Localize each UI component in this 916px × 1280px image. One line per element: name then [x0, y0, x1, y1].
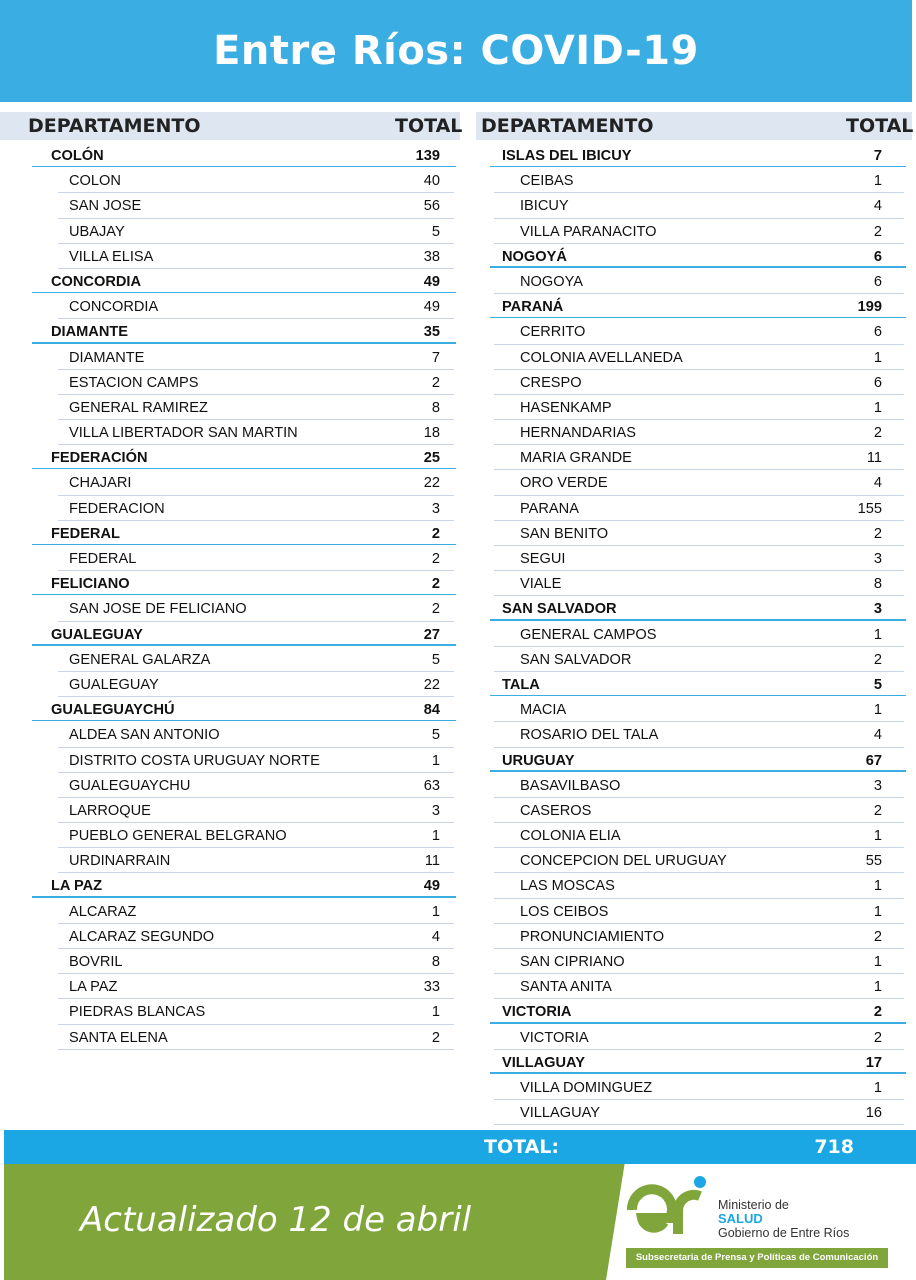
city-row: [488, 848, 912, 873]
city-name: LOS CEIBOS: [520, 903, 609, 920]
city-row: [488, 873, 912, 898]
department-underline: [32, 896, 456, 898]
city-count: 11: [866, 450, 882, 467]
city-name: PARANA: [520, 500, 579, 517]
city-count: 22: [423, 676, 440, 693]
city-count: 3: [431, 500, 440, 517]
city-count: 4: [873, 475, 882, 492]
department-row: [0, 873, 462, 898]
department-row: [488, 672, 912, 697]
city-count: 2: [431, 1029, 440, 1046]
gobierno-label: Gobierno de Entre Ríos: [718, 1226, 850, 1240]
city-count: 3: [873, 551, 882, 567]
city-count: 33: [423, 979, 440, 996]
city-row: [488, 823, 912, 848]
department-name: DIAMANTE: [51, 324, 129, 341]
department-row: [0, 445, 462, 470]
department-total: 27: [423, 626, 440, 643]
column-header-left: [0, 112, 463, 140]
department-row: [488, 748, 912, 773]
city-count: 2: [431, 374, 440, 391]
department-row: [488, 294, 912, 319]
subsecretaria-banner: Subsecretaria de Prensa y Políticas de Comunicación: [626, 1248, 888, 1268]
city-row: [488, 521, 912, 546]
city-row: [0, 420, 462, 445]
department-row: [0, 269, 462, 294]
city-row: [488, 1025, 912, 1050]
city-count: 5: [431, 223, 440, 240]
city-name: FEDERAL: [69, 551, 137, 567]
city-name: COLONIA ELIA: [520, 828, 621, 845]
department-total: 6: [873, 248, 882, 265]
department-name: NOGOYÁ: [502, 248, 567, 265]
city-row: [0, 848, 462, 873]
department-row: [488, 596, 912, 621]
city-row: [488, 395, 912, 420]
department-underline: [32, 342, 456, 344]
city-name: HERNANDARIAS: [520, 425, 636, 442]
page-title: Entre Ríos: COVID-19: [213, 28, 699, 74]
city-name: DISTRITO COSTA URUGUAY NORTE: [69, 752, 320, 769]
department-total: 2: [431, 525, 440, 542]
department-total: 67: [865, 752, 882, 769]
city-row: [488, 949, 912, 974]
departamento-heading: DEPARTAMENTO: [481, 115, 654, 137]
city-count: 1: [873, 349, 882, 366]
city-count: 1: [873, 173, 882, 190]
department-name: LA PAZ: [51, 878, 103, 895]
city-name: ESTACION CAMPS: [69, 374, 199, 391]
city-name: VILLAGUAY: [520, 1105, 601, 1122]
city-count: 2: [873, 802, 882, 819]
city-name: PUEBLO GENERAL BELGRANO: [69, 828, 287, 845]
city-count: 16: [865, 1105, 882, 1122]
department-underline: [32, 720, 456, 722]
department-total: 2: [431, 576, 440, 593]
department-underline: [490, 695, 906, 697]
department-name: GUALEGUAYCHÚ: [51, 702, 175, 719]
city-row: [488, 319, 912, 344]
city-row: [0, 470, 462, 495]
city-row: [0, 672, 462, 697]
city-row: [0, 546, 462, 571]
city-name: VIALE: [520, 576, 562, 593]
city-count: 18: [423, 425, 440, 442]
department-total: 3: [873, 601, 882, 618]
department-total: 17: [865, 1054, 882, 1071]
salud-label: SALUD: [718, 1211, 763, 1226]
department-underline: [490, 266, 906, 268]
city-row: [0, 798, 462, 823]
total-heading: TOTAL: [395, 115, 463, 137]
city-name: ALDEA SAN ANTONIO: [69, 727, 220, 744]
department-underline: [32, 166, 456, 168]
city-name: LA PAZ: [69, 979, 118, 996]
city-name: VICTORIA: [520, 1029, 589, 1046]
city-count: 8: [431, 954, 440, 970]
department-total: 84: [423, 702, 440, 719]
city-name: GENERAL RAMIREZ: [69, 399, 208, 416]
city-row: [0, 596, 462, 621]
department-row: [488, 143, 912, 168]
city-row: [488, 899, 912, 924]
city-count: 2: [431, 551, 440, 567]
city-count: 38: [423, 248, 440, 265]
city-separator: [494, 1124, 904, 1125]
city-count: 5: [431, 651, 440, 668]
city-row: [0, 1025, 462, 1050]
city-count: 49: [423, 299, 440, 316]
city-name: IBICUY: [520, 198, 569, 215]
city-name: ROSARIO DEL TALA: [520, 727, 659, 744]
department-underline: [32, 544, 456, 546]
department-name: PARANÁ: [502, 299, 564, 316]
city-row: [0, 899, 462, 924]
city-count: 1: [873, 626, 882, 643]
city-row: [0, 219, 462, 244]
department-name: CONCORDIA: [51, 273, 141, 290]
city-name: GUALEGUAY: [69, 676, 159, 693]
city-name: NOGOYA: [520, 273, 583, 290]
city-count: 1: [873, 979, 882, 996]
total-heading: TOTAL: [846, 115, 914, 137]
department-name: FEDERACIÓN: [51, 450, 148, 467]
city-name: CRESPO: [520, 374, 582, 391]
city-row: [0, 193, 462, 218]
city-name: GENERAL GALARZA: [69, 651, 211, 668]
department-row: [0, 697, 462, 722]
city-count: 2: [873, 223, 882, 240]
city-name: VILLA PARANACITO: [520, 223, 657, 240]
city-count: 3: [873, 777, 882, 794]
total-bar: [4, 1130, 916, 1164]
updated-date: Actualizado 12 de abril: [80, 1200, 472, 1240]
city-name: CHAJARI: [69, 475, 132, 492]
city-name: ALCARAZ SEGUNDO: [69, 928, 215, 945]
city-row: [488, 269, 912, 294]
city-row: [488, 1075, 912, 1100]
city-row: [488, 647, 912, 672]
city-name: COLONIA AVELLANEDA: [520, 349, 683, 366]
city-name: MACIA: [520, 702, 567, 719]
left-department-list: [0, 143, 462, 1050]
city-name: CEIBAS: [520, 173, 574, 190]
department-underline: [490, 619, 906, 621]
city-row: [0, 924, 462, 949]
city-row: [488, 798, 912, 823]
city-count: 2: [431, 601, 440, 618]
ministerio-block: [718, 1198, 849, 1240]
city-count: 1: [873, 1079, 882, 1096]
city-separator: [58, 1049, 454, 1050]
city-name: SAN SALVADOR: [520, 651, 632, 668]
department-name: SAN SALVADOR: [502, 601, 617, 618]
city-row: [488, 773, 912, 798]
department-underline: [32, 468, 456, 470]
city-row: [0, 773, 462, 798]
city-row: [488, 571, 912, 596]
department-underline: [32, 292, 456, 294]
department-name: VILLAGUAY: [502, 1054, 585, 1071]
city-row: [488, 924, 912, 949]
city-count: 1: [431, 1004, 440, 1021]
city-name: DIAMANTE: [69, 349, 145, 366]
city-name: URDINARRAIN: [69, 853, 171, 870]
city-row: [488, 622, 912, 647]
department-underline: [490, 1022, 906, 1024]
city-name: ALCARAZ: [69, 903, 137, 920]
department-total: 25: [423, 450, 440, 467]
city-name: SANTA ANITA: [520, 979, 612, 996]
city-count: 1: [873, 702, 882, 719]
city-name: LAS MOSCAS: [520, 878, 615, 895]
department-row: [0, 319, 462, 344]
department-underline: [490, 317, 906, 319]
department-name: VICTORIA: [502, 1004, 572, 1021]
city-row: [488, 974, 912, 999]
city-name: PRONUNCIAMIENTO: [520, 928, 665, 945]
city-count: 63: [423, 777, 440, 794]
city-name: BOVRIL: [69, 954, 123, 970]
city-name: MARIA GRANDE: [520, 450, 632, 467]
city-count: 2: [873, 651, 882, 668]
city-count: 1: [431, 828, 440, 845]
city-count: 8: [873, 576, 882, 593]
city-row: [0, 974, 462, 999]
city-row: [0, 168, 462, 193]
city-name: LARROQUE: [69, 802, 151, 819]
city-name: VILLA LIBERTADOR SAN MARTIN: [69, 425, 298, 442]
city-name: FEDERACION: [69, 500, 165, 517]
city-row: [0, 496, 462, 521]
city-row: [488, 697, 912, 722]
city-name: SAN CIPRIANO: [520, 954, 625, 970]
department-name: ISLAS DEL IBICUY: [502, 148, 632, 164]
city-count: 4: [873, 727, 882, 744]
city-row: [488, 370, 912, 395]
city-row: [488, 470, 912, 495]
city-count: 1: [873, 399, 882, 416]
city-name: GUALEGUAYCHU: [69, 777, 191, 794]
city-name: UBAJAY: [69, 223, 125, 240]
city-name: GENERAL CAMPOS: [520, 626, 657, 643]
city-name: VILLA DOMINGUEZ: [520, 1079, 653, 1096]
city-count: 155: [857, 500, 882, 517]
city-name: SANTA ELENA: [69, 1029, 168, 1046]
city-row: [488, 345, 912, 370]
city-name: CASEROS: [520, 802, 592, 819]
department-name: FELICIANO: [51, 576, 130, 593]
total-label: TOTAL:: [484, 1136, 560, 1158]
city-count: 22: [423, 475, 440, 492]
city-count: 2: [873, 425, 882, 442]
city-count: 4: [873, 198, 882, 215]
city-row: [488, 219, 912, 244]
header-banner: [0, 0, 912, 102]
city-count: 1: [873, 903, 882, 920]
city-count: 1: [873, 878, 882, 895]
department-underline: [490, 1072, 906, 1074]
city-row: [0, 294, 462, 319]
city-name: BASAVILBASO: [520, 777, 621, 794]
city-name: ORO VERDE: [520, 475, 608, 492]
er-logo-icon: [624, 1174, 714, 1240]
department-row: [0, 622, 462, 647]
city-count: 7: [431, 349, 440, 366]
city-name: PIEDRAS BLANCAS: [69, 1004, 206, 1021]
city-count: 6: [873, 374, 882, 391]
department-total: 49: [423, 273, 440, 290]
city-name: SEGUI: [520, 551, 566, 567]
city-count: 1: [431, 752, 440, 769]
city-row: [0, 647, 462, 672]
city-count: 4: [431, 928, 440, 945]
city-count: 5: [431, 727, 440, 744]
city-name: CERRITO: [520, 324, 586, 341]
department-underline: [490, 166, 906, 168]
city-name: COLON: [69, 173, 121, 190]
city-name: SAN JOSE: [69, 198, 142, 215]
department-name: TALA: [502, 676, 540, 693]
department-name: COLÓN: [51, 148, 104, 164]
city-row: [488, 1100, 912, 1125]
city-name: CONCEPCION DEL URUGUAY: [520, 853, 727, 870]
departamento-heading: DEPARTAMENTO: [28, 115, 201, 137]
city-row: [0, 823, 462, 848]
total-value: 718: [814, 1136, 854, 1158]
city-row: [0, 949, 462, 974]
city-count: 8: [431, 399, 440, 416]
department-name: GUALEGUAY: [51, 626, 143, 643]
department-row: [488, 244, 912, 269]
city-count: 2: [873, 928, 882, 945]
city-count: 1: [431, 903, 440, 920]
city-name: SAN BENITO: [520, 525, 609, 542]
department-total: 199: [857, 299, 882, 316]
department-total: 5: [873, 676, 882, 693]
city-count: 40: [423, 173, 440, 190]
city-count: 55: [865, 853, 882, 870]
city-row: [488, 420, 912, 445]
column-header-right: [476, 112, 912, 140]
city-row: [0, 722, 462, 747]
department-row: [488, 999, 912, 1024]
city-row: [0, 999, 462, 1024]
city-count: 3: [431, 802, 440, 819]
city-row: [488, 546, 912, 571]
city-row: [488, 722, 912, 747]
department-row: [0, 143, 462, 168]
city-name: HASENKAMP: [520, 399, 612, 416]
department-underline: [490, 770, 906, 772]
department-name: URUGUAY: [502, 752, 575, 769]
city-row: [0, 345, 462, 370]
city-name: VILLA ELISA: [69, 248, 154, 265]
department-total: 49: [423, 878, 440, 895]
city-row: [488, 496, 912, 521]
city-row: [0, 748, 462, 773]
city-row: [488, 193, 912, 218]
right-department-list: [488, 143, 912, 1125]
city-row: [0, 244, 462, 269]
city-name: CONCORDIA: [69, 299, 159, 316]
city-count: 6: [873, 273, 882, 290]
city-count: 1: [873, 828, 882, 845]
department-row: [488, 1050, 912, 1075]
city-count: 2: [873, 1029, 882, 1046]
department-row: [0, 521, 462, 546]
city-row: [0, 395, 462, 420]
city-row: [488, 168, 912, 193]
department-total: 7: [873, 148, 882, 164]
department-underline: [32, 594, 456, 596]
city-count: 1: [873, 954, 882, 970]
city-count: 11: [424, 853, 440, 870]
ministerio-label: Ministerio de: [718, 1198, 789, 1212]
department-name: FEDERAL: [51, 525, 120, 542]
city-count: 2: [873, 525, 882, 542]
department-total: 139: [415, 148, 440, 164]
city-count: 6: [873, 324, 882, 341]
department-row: [0, 571, 462, 596]
department-total: 35: [423, 324, 440, 341]
department-underline: [32, 644, 456, 646]
city-row: [488, 445, 912, 470]
city-count: 56: [423, 198, 440, 215]
department-total: 2: [873, 1004, 882, 1021]
city-name: SAN JOSE DE FELICIANO: [69, 601, 247, 618]
city-row: [0, 370, 462, 395]
